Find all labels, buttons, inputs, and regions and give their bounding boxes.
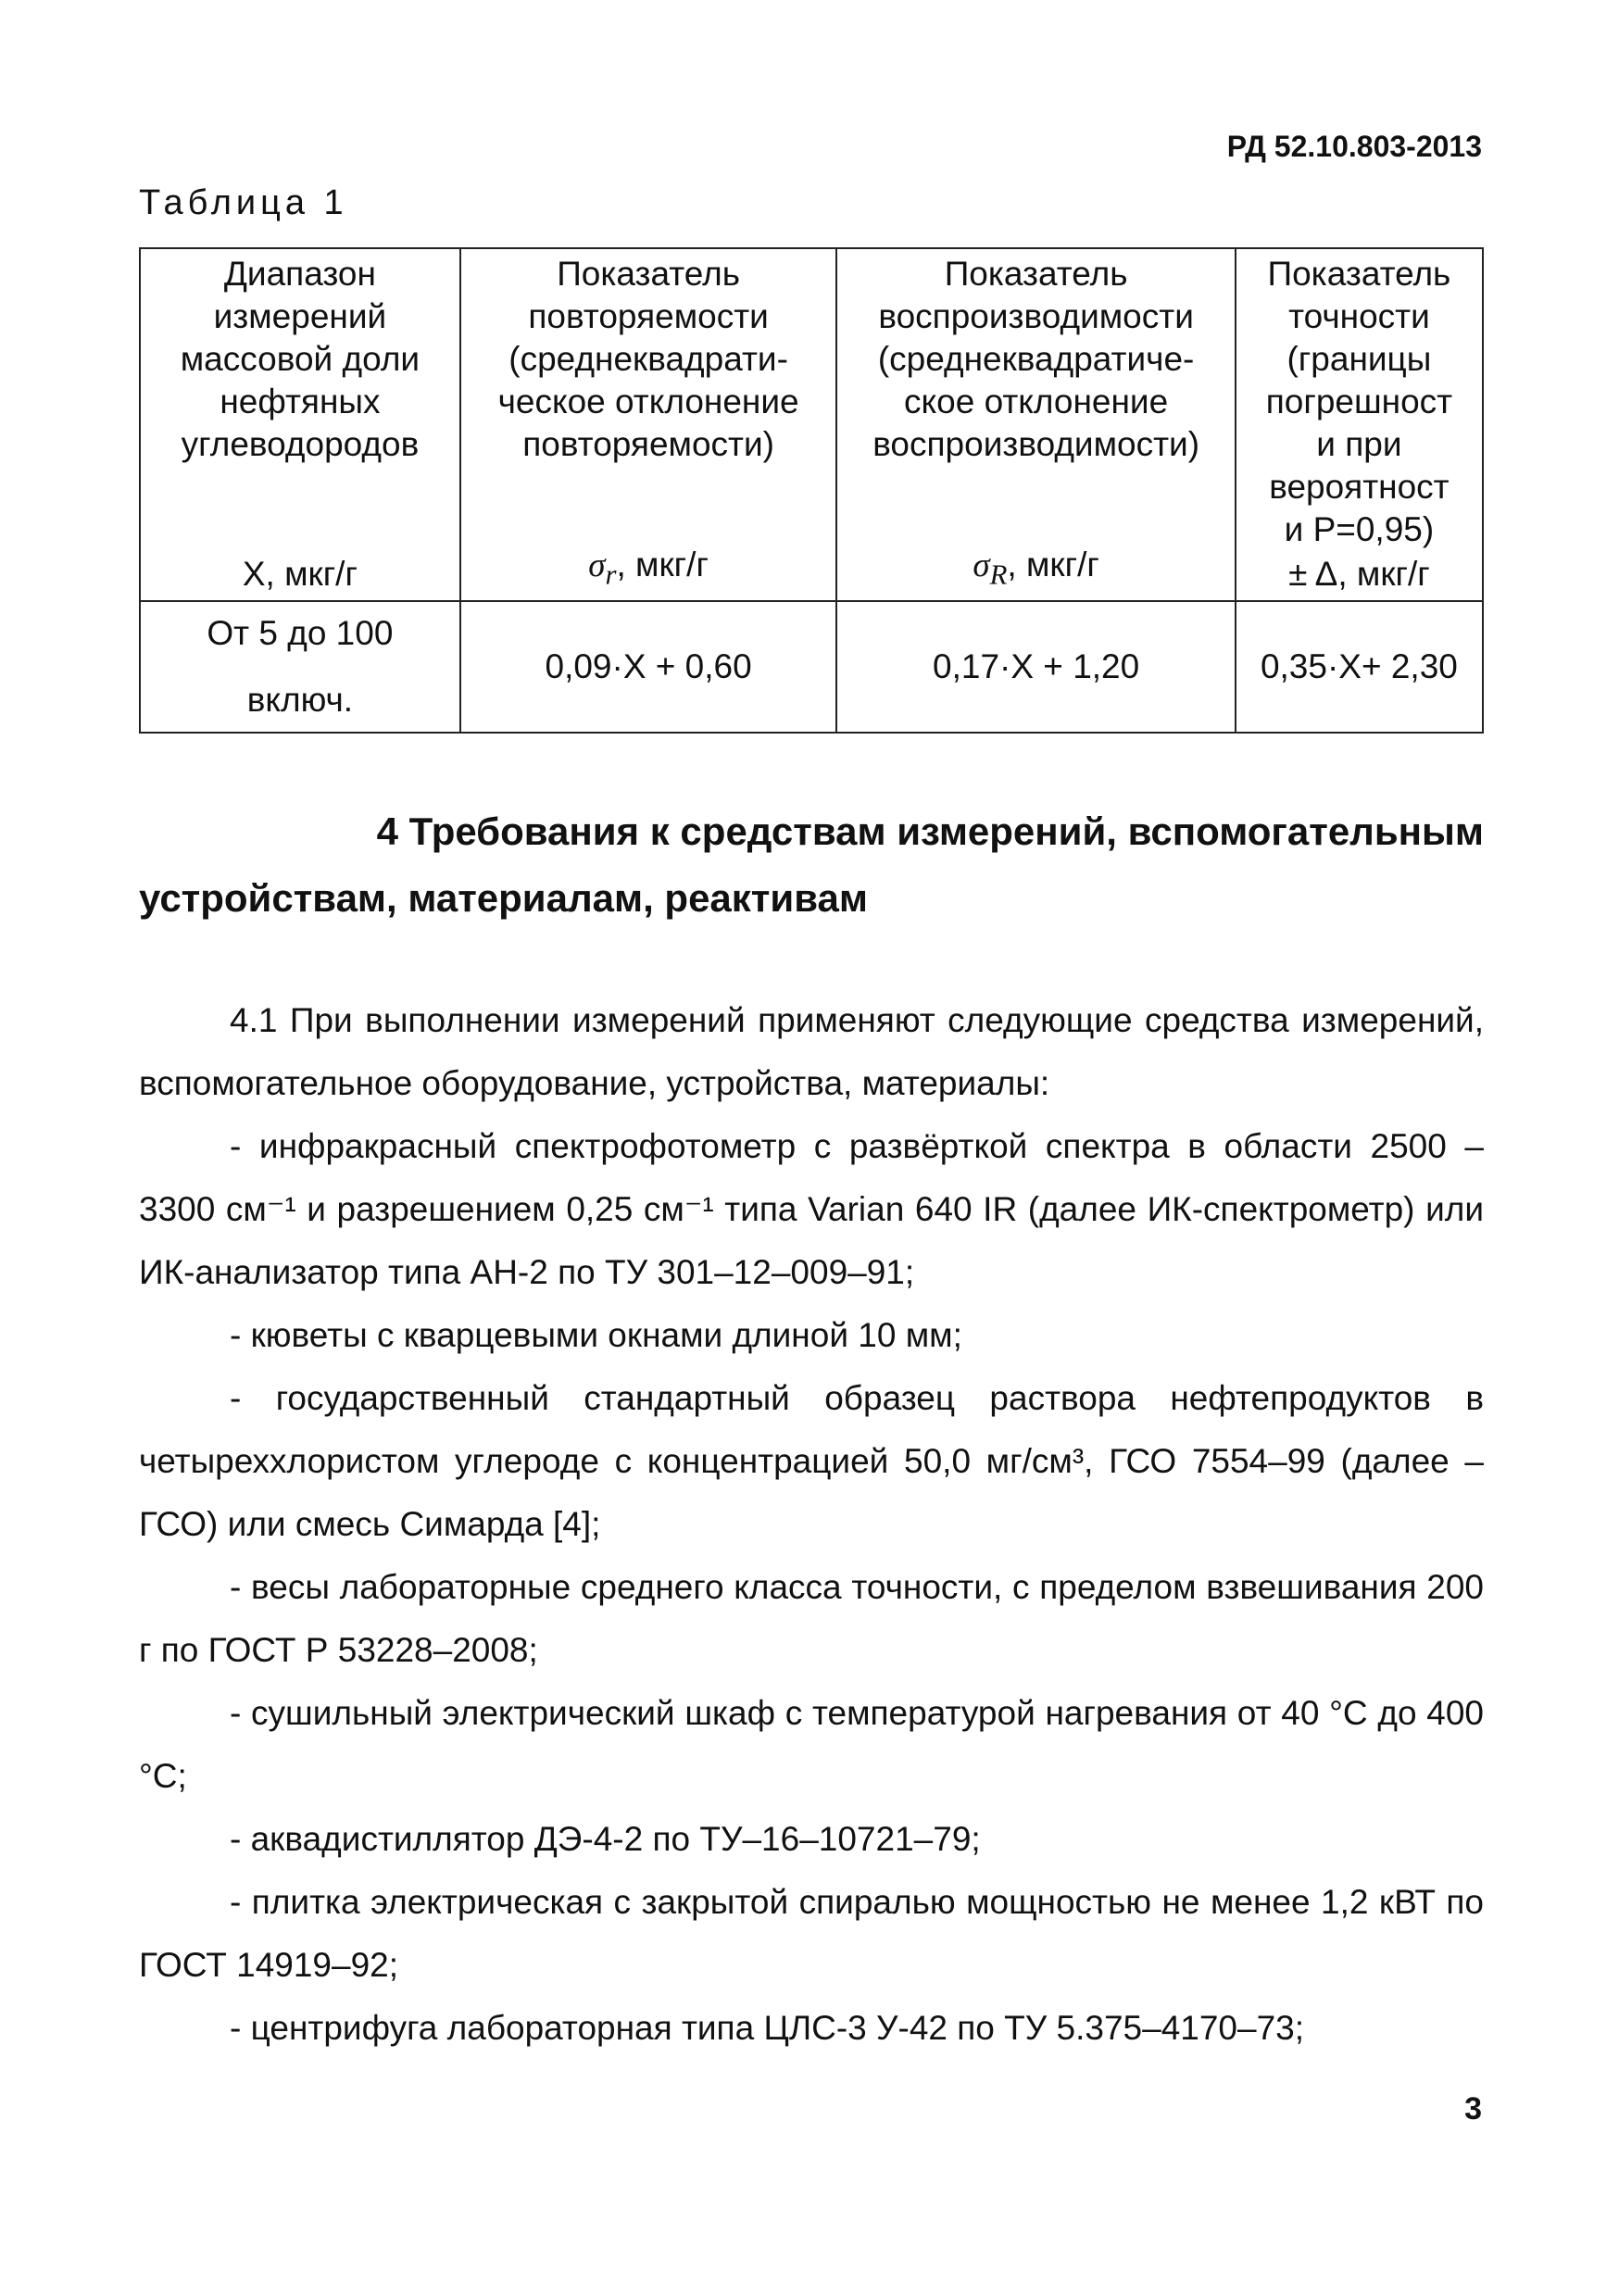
header-line: (среднеквадрати- bbox=[508, 340, 788, 378]
sigma-symbol: σ bbox=[973, 546, 990, 584]
body-text bbox=[139, 989, 1484, 2060]
header-reproducibility bbox=[836, 248, 1235, 601]
header-line: (среднеквадратиче- bbox=[877, 340, 1195, 378]
sigma-symbol: σ bbox=[588, 546, 606, 584]
header-line: нефтяных bbox=[220, 383, 381, 420]
table-row bbox=[140, 601, 1483, 733]
header-line: и Р=0,95) bbox=[1284, 510, 1435, 548]
header-line: Диапазон bbox=[223, 255, 376, 293]
list-item: - плитка электрическая с закрытой спиралью мощностью не менее 1,2 кВТ по ГОСТ 14919–92; bbox=[139, 1883, 1484, 1984]
list-item: - весы лабораторные среднего класса точности, с пределом взвешивания 200 г по ГОСТ Р 53228–2008; bbox=[139, 1568, 1484, 1669]
paragraph: 4.1 При выполнении измерений применяют следующие средства измерений, вспомогательное оборудование, устройства, материалы: bbox=[139, 1001, 1484, 1102]
header-line: массовой доли bbox=[180, 340, 420, 378]
header-line: Показатель bbox=[944, 255, 1128, 293]
unit-text: , мкг/г bbox=[1007, 545, 1099, 583]
range-line-1: От 5 до 100 bbox=[207, 614, 394, 652]
unit-text: , мкг/г bbox=[616, 545, 709, 583]
header-line: измерений bbox=[213, 297, 387, 335]
symbol-subscript: r bbox=[605, 558, 617, 590]
header-unit: ± Δ, мкг/г bbox=[1288, 555, 1430, 593]
header-line: и при bbox=[1316, 425, 1402, 463]
cell-reproducibility: 0,17·Х + 1,20 bbox=[836, 601, 1235, 733]
page-number: 3 bbox=[1464, 2091, 1482, 2127]
list-item: - центрифуга лабораторная типа ЦЛС-3 У-42 по ТУ 5.375–4170–73; bbox=[230, 2009, 1305, 2047]
section-heading bbox=[139, 798, 1484, 932]
symbol-subscript: R bbox=[989, 558, 1008, 590]
cell-range bbox=[140, 601, 460, 733]
header-line: ческое отклонение bbox=[497, 383, 799, 420]
header-line: ское отклонение bbox=[904, 383, 1169, 420]
list-item: - государственный стандартный образец раствора нефтепродуктов в четыреххлористом углероде с концентрацией 50,0 мг/см³, ГСО 7554–99 (далее – ГСО) или смесь Симарда [4]; bbox=[139, 1379, 1484, 1543]
header-unit: Х, мкг/г bbox=[242, 555, 358, 593]
header-line: вероятност bbox=[1269, 468, 1450, 506]
range-line-2: включ. bbox=[246, 681, 354, 719]
header-unit bbox=[465, 544, 833, 596]
header-repeatability bbox=[460, 248, 837, 601]
header-accuracy bbox=[1236, 248, 1483, 601]
table-caption: Таблица 1 bbox=[139, 183, 348, 222]
cell-accuracy: 0,35·Х+ 2,30 bbox=[1236, 601, 1483, 733]
measurement-table bbox=[139, 247, 1484, 734]
list-item: - сушильный электрический шкаф с температурой нагревания от 40 °С до 400 °С; bbox=[139, 1694, 1484, 1795]
section-heading-line-1: 4 Требования к средствам измерений, вспомогательным bbox=[376, 809, 1484, 853]
header-line: (границы bbox=[1286, 340, 1432, 378]
document-code: РД 52.10.803-2013 bbox=[1226, 130, 1482, 163]
header-unit bbox=[841, 544, 1230, 596]
header-line: повторяемости bbox=[528, 297, 769, 335]
header-line: повторяемости) bbox=[522, 425, 774, 463]
header-line: Показатель bbox=[557, 255, 740, 293]
section-heading-line-2: устройствам, материалам, реактивам bbox=[139, 876, 868, 920]
header-line: Показатель bbox=[1267, 255, 1451, 293]
list-item: - кюветы с кварцевыми окнами длиной 10 мм; bbox=[230, 1316, 962, 1354]
header-line: воспроизводимости bbox=[878, 297, 1194, 335]
header-line: точности bbox=[1288, 297, 1430, 335]
header-line: углеводородов bbox=[181, 425, 420, 463]
header-line: воспроизводимости) bbox=[872, 425, 1200, 463]
cell-repeatability: 0,09·Х + 0,60 bbox=[460, 601, 837, 733]
table-header-row bbox=[140, 248, 1483, 601]
list-item: - аквадистиллятор ДЭ-4-2 по ТУ–16–10721–79; bbox=[230, 1820, 981, 1858]
header-range bbox=[140, 248, 460, 601]
list-item: - инфракрасный спектрофотометр с развёрткой спектра в области 2500 – 3300 см⁻¹ и разрешением 0,25 см⁻¹ типа Varian 640 IR (далее ИК-спектрометр) или ИК-анализатор типа АН-2 по ТУ 301–12–009–91; bbox=[139, 1127, 1484, 1291]
header-line: погрешност bbox=[1265, 383, 1453, 420]
